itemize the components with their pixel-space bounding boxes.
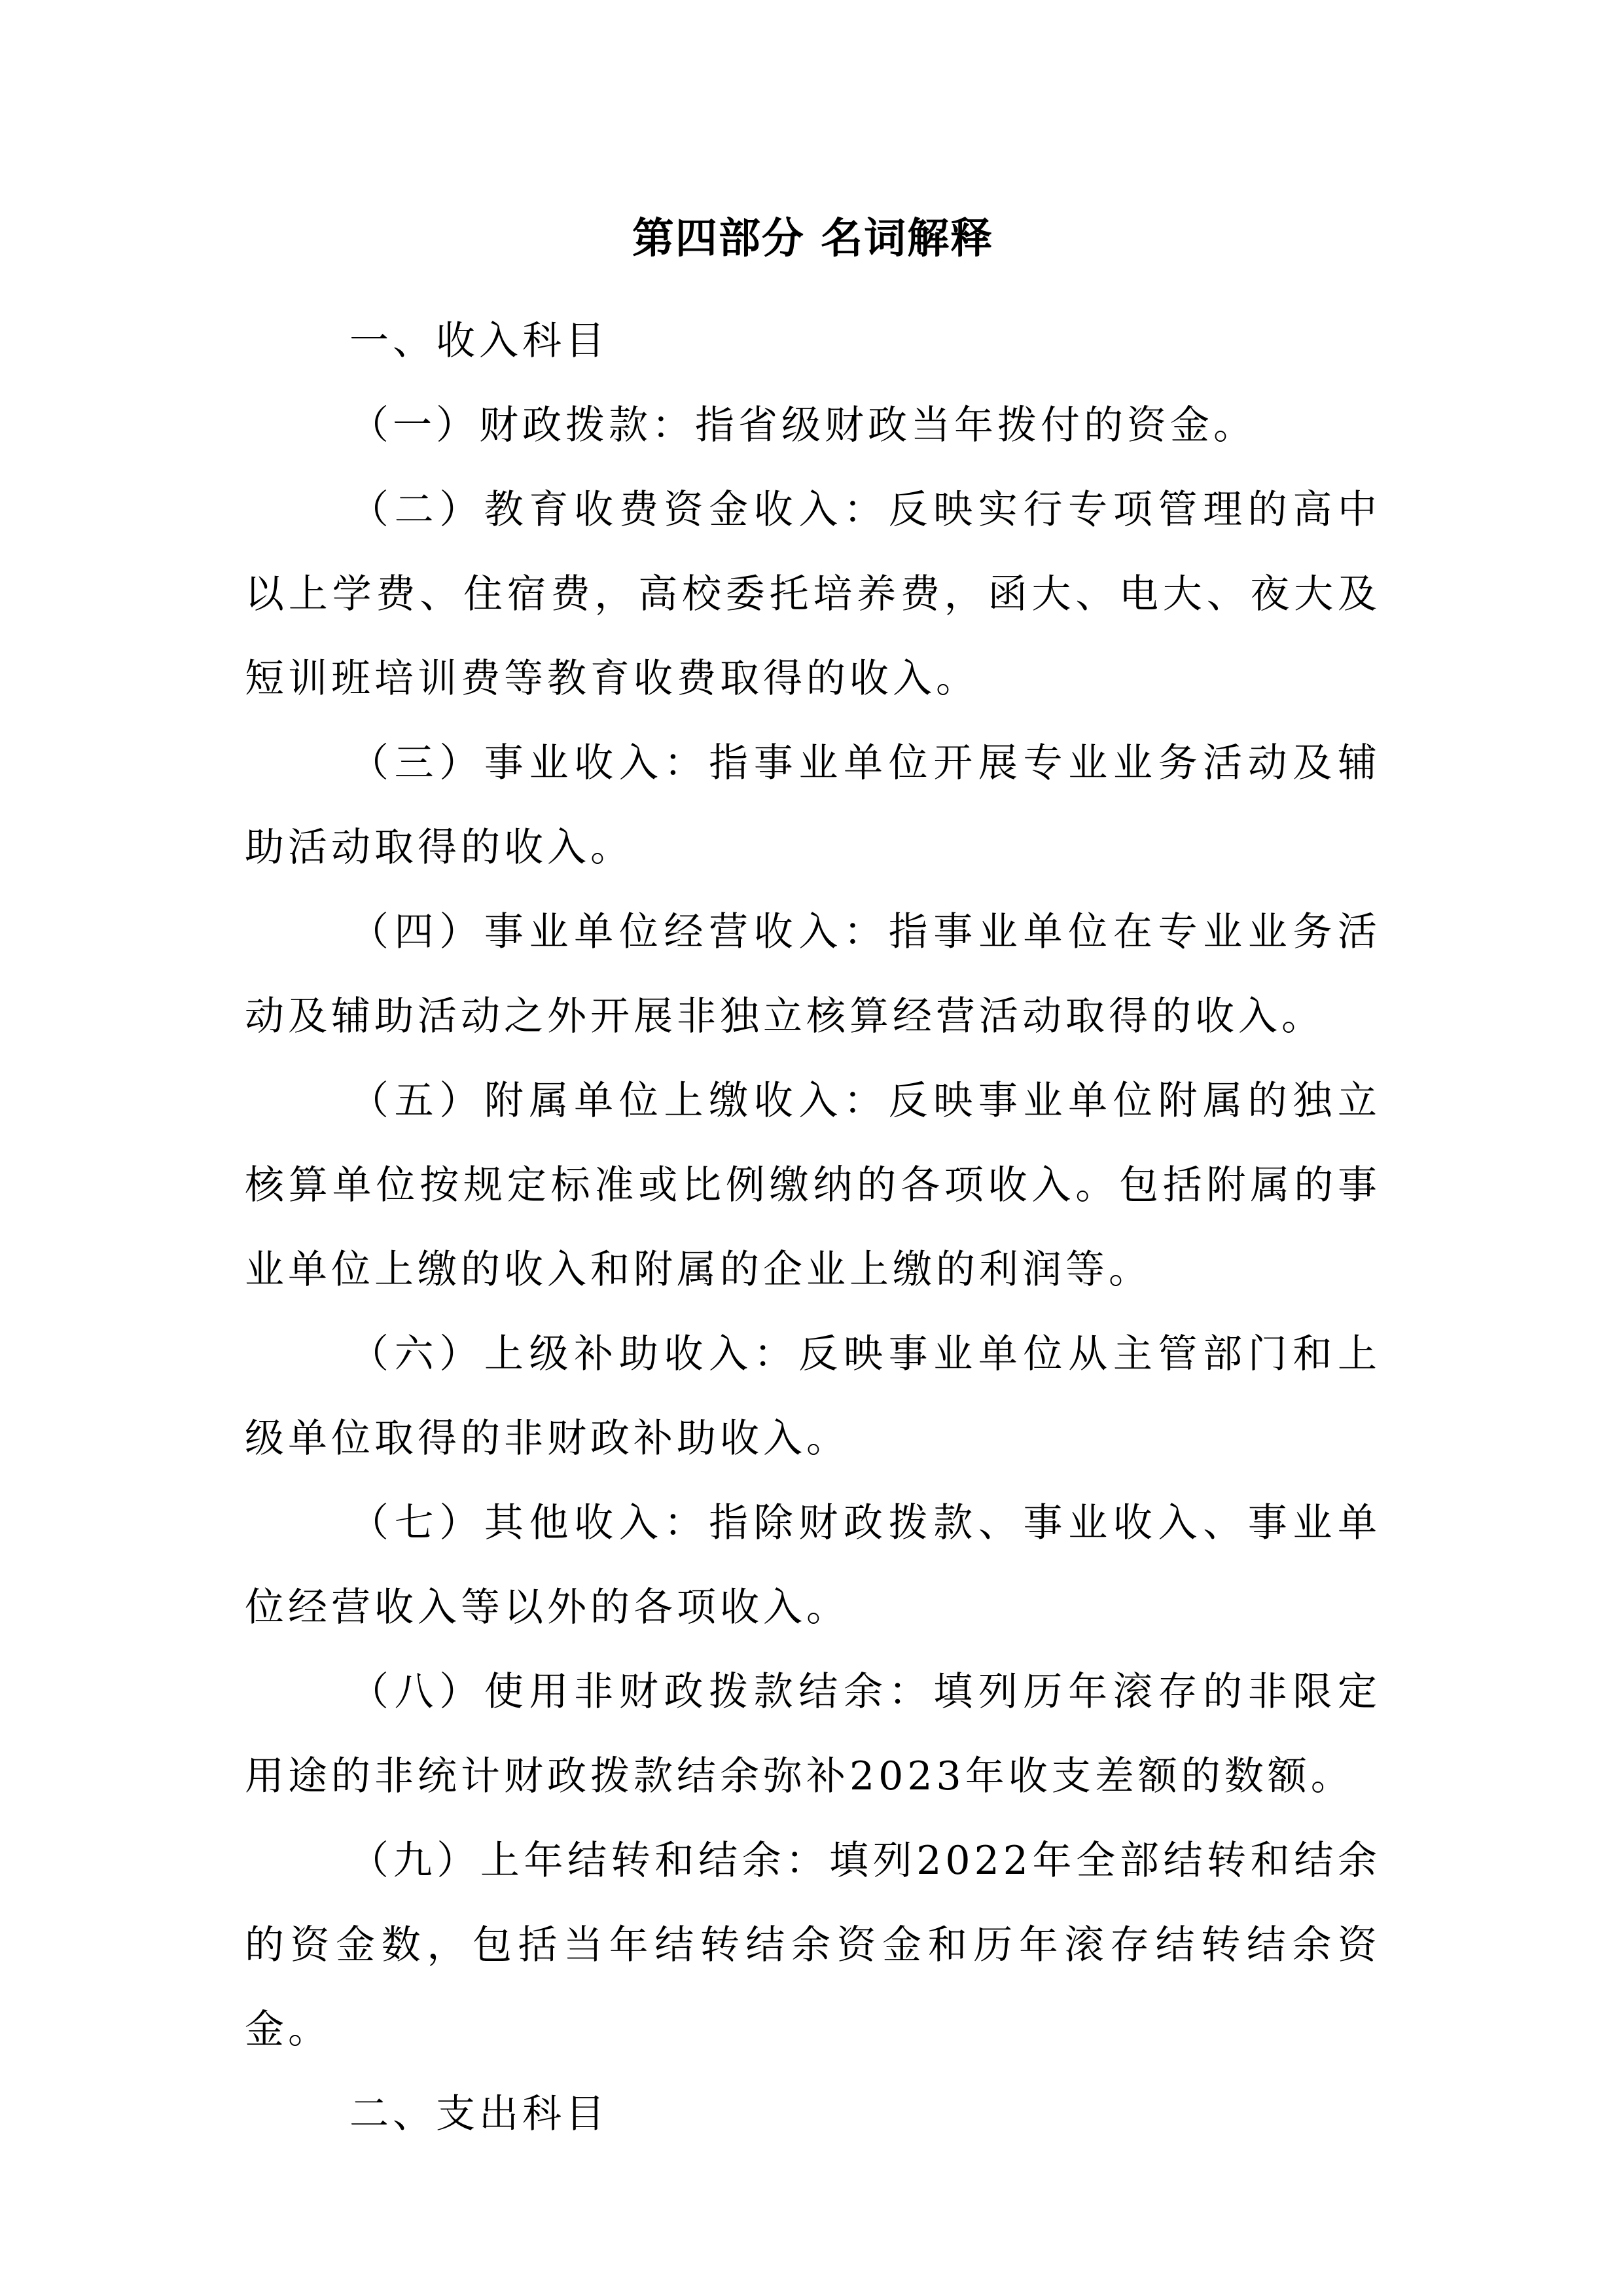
document-page [245,206,1381,2157]
paragraph-other-income: （七）其他收入：指除财政拨款、事业收入、事业单位经营收入等以外的各项收入。 [245,1500,1381,1630]
section-heading-income: 一、收入科目 [349,318,609,364]
paragraph-prior-year-carryover: （九）上年结转和结余：填列2022年全部结转和结余的资金数，包括当年结转结余资金和历年滚存结转结余资金。 [245,1838,1381,2053]
paragraph-operating-income: （四）事业单位经营收入：指事业单位在专业业务活动及辅助活动之外开展非独立核算经营活动取得的收入。 [245,909,1381,1039]
paragraph-business-income: （三）事业收入：指事业单位开展专业业务活动及辅助活动取得的收入。 [245,740,1381,870]
page-title: 第四部分 名词解释 [632,214,994,263]
paragraph-education-fee-income: （二）教育收费资金收入：反映实行专项管理的高中以上学费、住宿费，高校委托培养费，函大、电大、夜大及短训班培训费等教育收费取得的收入。 [245,487,1381,702]
paragraph-affiliated-unit-income: （五）附属单位上缴收入：反映事业单位附属的独立核算单位按规定标准或比例缴纳的各项收入。包括附属的事业单位上缴的收入和附属的企业上缴的利润等。 [245,1078,1381,1293]
paragraph-superior-subsidy-income: （六）上级补助收入：反映事业单位从主管部门和上级单位取得的非财政补助收入。 [245,1331,1381,1462]
paragraph-fiscal-appropriation: （一）财政拨款：指省级财政当年拨付的资金。 [349,403,1257,448]
paragraph-non-fiscal-surplus: （八）使用非财政拨款结余：填列历年滚存的非限定用途的非统计财政拨款结余弥补2023年收支差额的数额。 [245,1669,1381,1799]
section-heading-expenditure: 二、支出科目 [349,2091,609,2137]
